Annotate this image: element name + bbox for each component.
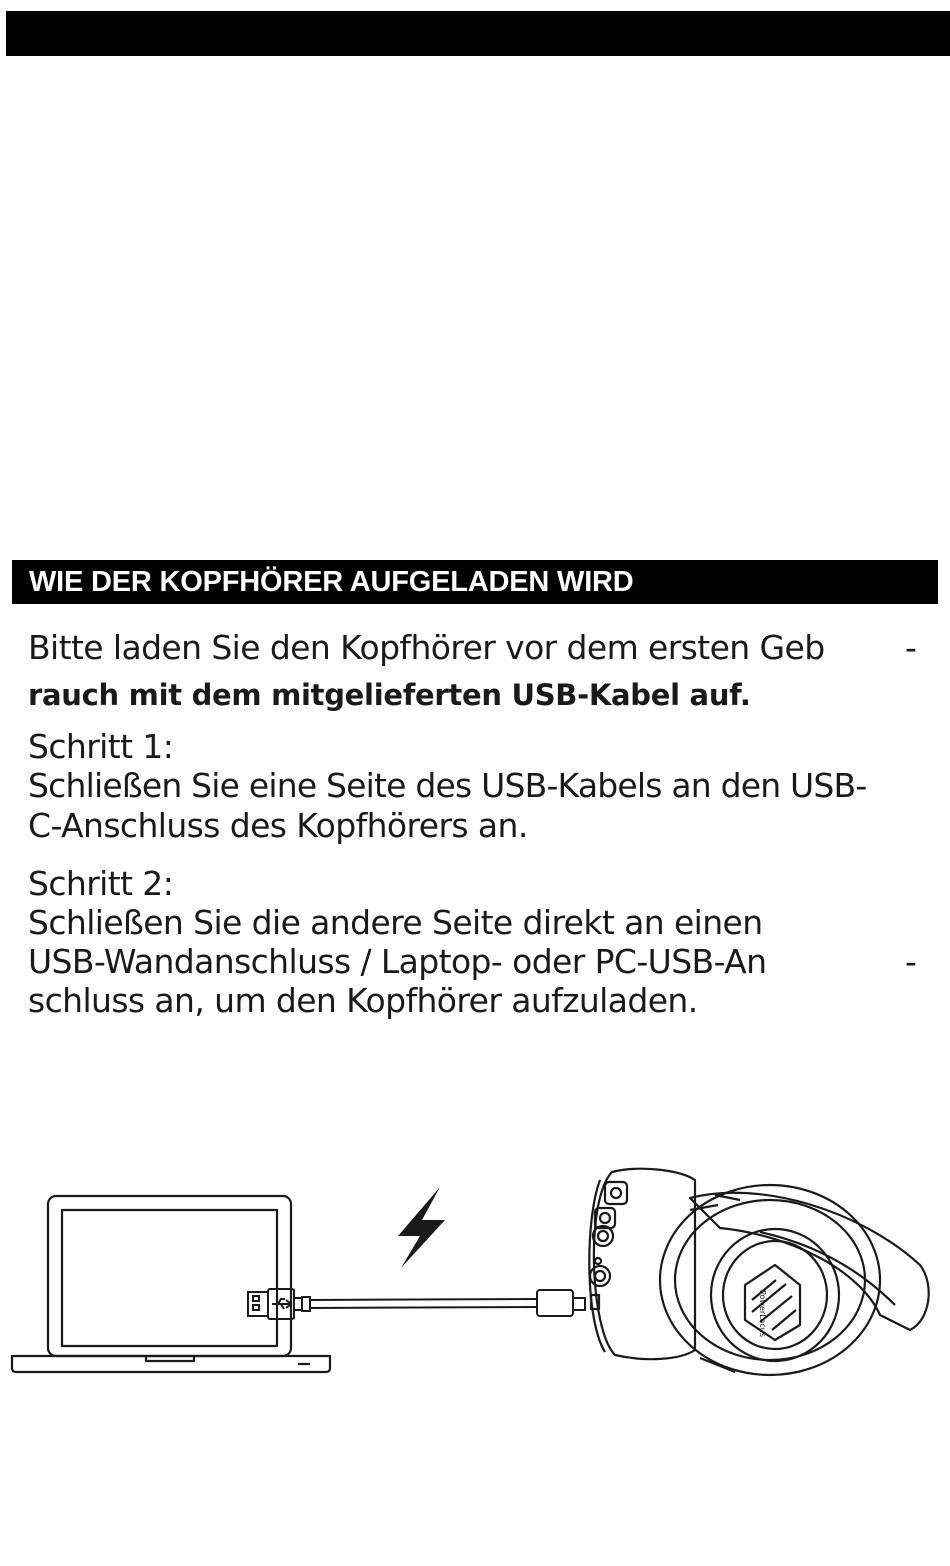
step2-line-2: USB-Wandanschluss / Laptop- oder PC-USB-An xyxy=(28,942,767,981)
headphones-icon xyxy=(589,1169,928,1375)
step1-line-1: Schließen Sie eine Seite des USB-Kabels an den USB- xyxy=(28,766,867,805)
lightning-icon xyxy=(398,1187,445,1268)
step1-title: Schritt 1: xyxy=(28,727,174,766)
step2-line-3: schluss an, um den Kopfhörer aufzuladen. xyxy=(28,981,698,1020)
step2-title: Schritt 2: xyxy=(28,864,174,903)
intro-line-1: Bitte laden Sie den Kopfhörer vor dem ersten Geb xyxy=(28,628,825,667)
top-bar xyxy=(6,11,950,56)
intro-hyphen: - xyxy=(905,628,917,667)
step1-line-2: C-Anschluss des Kopfhörers an. xyxy=(28,806,528,845)
charging-illustration xyxy=(0,1160,950,1400)
step2-line-1: Schließen Sie die andere Seite direkt an einen xyxy=(28,903,763,942)
section-heading: WIE DER KOPFHÖRER AUFGELADEN WIRD xyxy=(12,560,938,604)
usb-cable-icon xyxy=(248,1289,585,1319)
headphones-brand-text: PowerLocus xyxy=(758,1290,767,1338)
step2-hyphen: - xyxy=(905,942,917,981)
intro-line-2: rauch mit dem mitgelieferten USB-Kabel auf. xyxy=(28,678,751,712)
laptop-icon xyxy=(12,1196,330,1372)
